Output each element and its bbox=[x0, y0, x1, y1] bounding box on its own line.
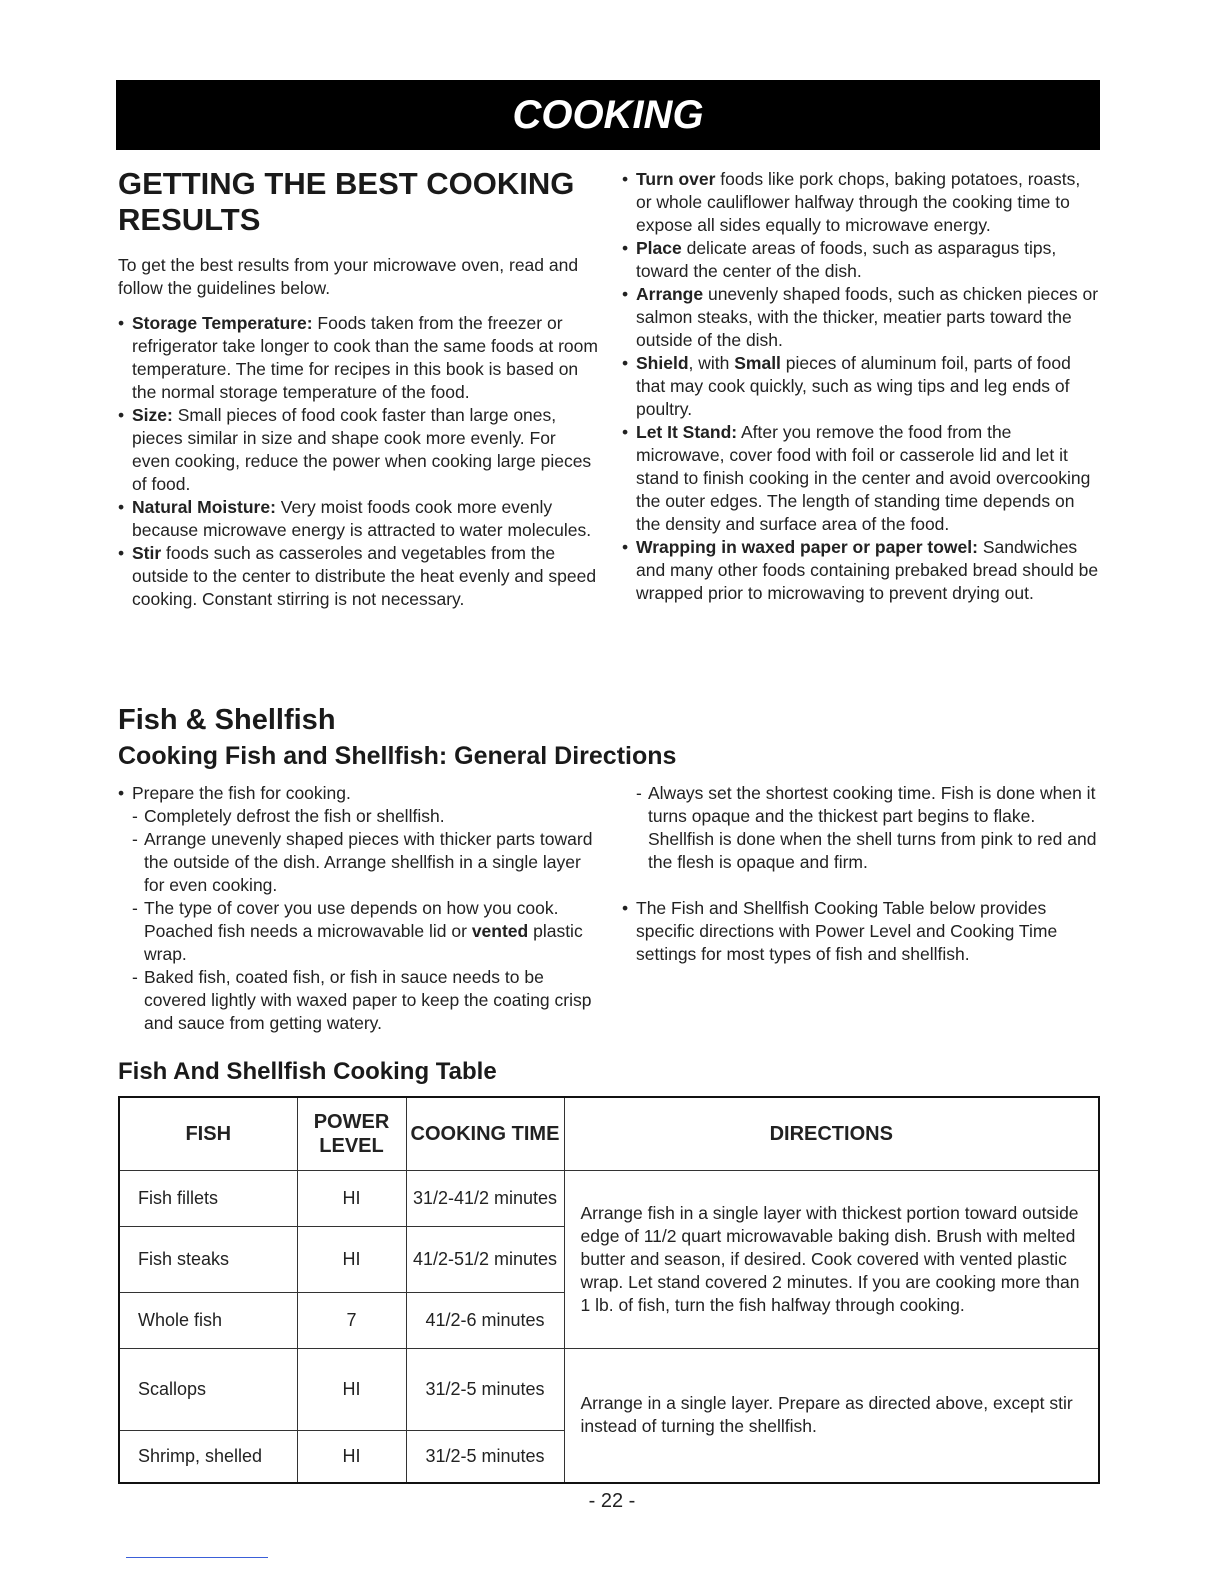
list-item: - Baked fish, coated fish, or fish in sauce needs to be covered lightly with waxed paper to keep the coating crisp and sauce from getting watery. bbox=[118, 966, 598, 1035]
list-item: • Natural Moisture: Very moist foods cook more evenly because microwave energy is attracted to water molecules. bbox=[118, 496, 598, 542]
list-item: • Stir foods such as casseroles and vegetables from the outside to the center to distribute the heat evenly and speed cooking. Constant stirring is not necessary. bbox=[118, 542, 598, 611]
cell-directions-shellfish: Arrange in a single layer. Prepare as directed above, except stir instead of turning the shellfish. bbox=[564, 1349, 1099, 1483]
cooking-table-title: Fish And Shellfish Cooking Table bbox=[118, 1058, 497, 1085]
cell-fish: Whole fish bbox=[119, 1293, 297, 1349]
cell-time: 31/2-5 minutes bbox=[406, 1349, 564, 1431]
best-results-intro: To get the best results from your microwave oven, read and follow the guidelines below. bbox=[118, 255, 579, 298]
cell-fish: Fish steaks bbox=[119, 1227, 297, 1293]
cell-power: HI bbox=[297, 1431, 406, 1483]
fish-section-title: Fish & Shellfish bbox=[118, 704, 336, 736]
list-item: • Prepare the fish for cooking. bbox=[118, 782, 598, 805]
cell-directions-fish: Arrange fish in a single layer with thickest portion toward outside edge of 11/2 quart microwavable baking dish. Brush with melted butter and season, if desired. Cook covered with vented plastic wrap. Let stand covered 2 minutes. If you are cooking more than 1 lb. of fish, turn the fish halfway through cooking. bbox=[564, 1171, 1099, 1349]
best-results-right-list bbox=[622, 168, 1100, 605]
list-item: • The Fish and Shellfish Cooking Table below provides specific directions with Power Level and Cooking Time settings for most types of fish and shellfish. bbox=[622, 897, 1100, 966]
fish-directions-subtitle: Cooking Fish and Shellfish: General Directions bbox=[118, 742, 677, 770]
cell-fish: Fish fillets bbox=[119, 1171, 297, 1227]
list-item: - Always set the shortest cooking time. Fish is done when it turns opaque and the thickest part begins to flake. Shellfish is done when the shell turns from pink to red and the flesh is opaque and firm. bbox=[622, 782, 1100, 874]
cell-power: HI bbox=[297, 1171, 406, 1227]
divider-line bbox=[126, 1557, 268, 1558]
list-item: • Storage Temperature: Foods taken from the freezer or refrigerator take longer to cook than the same foods at room temperature. The time for recipes in this book is based on the normal storage temperature of the food. bbox=[118, 312, 598, 404]
cell-time: 41/2-6 minutes bbox=[406, 1293, 564, 1349]
page-number: - 22 - bbox=[588, 1490, 636, 1512]
cell-power: 7 bbox=[297, 1293, 406, 1349]
cell-time: 41/2-51/2 minutes bbox=[406, 1227, 564, 1293]
fish-directions-right bbox=[622, 782, 1100, 966]
list-item: - Completely defrost the fish or shellfish. bbox=[118, 805, 598, 828]
list-item: • Arrange unevenly shaped foods, such as chicken pieces or salmon steaks, with the thicker, meatier parts toward the outside of the dish. bbox=[622, 283, 1100, 352]
header-power-level: POWER LEVEL bbox=[297, 1097, 406, 1171]
header-directions: DIRECTIONS bbox=[564, 1097, 1099, 1171]
list-item: • Turn over foods like pork chops, baking potatoes, roasts, or whole cauliflower halfway through the cooking time to expose all sides equally to microwave energy. bbox=[622, 168, 1100, 237]
table-row bbox=[119, 1171, 1099, 1227]
table-header-row bbox=[119, 1097, 1099, 1171]
cell-power: HI bbox=[297, 1227, 406, 1293]
cell-power: HI bbox=[297, 1349, 406, 1431]
list-item: • Shield, with Small pieces of aluminum foil, parts of food that may cook quickly, such as wing tips and leg ends of poultry. bbox=[622, 352, 1100, 421]
best-results-left-list bbox=[118, 312, 598, 611]
fish-cooking-table bbox=[118, 1096, 1100, 1484]
fish-directions-left bbox=[118, 782, 598, 1035]
list-item: • Place delicate areas of foods, such as asparagus tips, toward the center of the dish. bbox=[622, 237, 1100, 283]
header-fish: FISH bbox=[119, 1097, 297, 1171]
cell-fish: Shrimp, shelled bbox=[119, 1431, 297, 1483]
cell-fish: Scallops bbox=[119, 1349, 297, 1431]
best-results-title: GETTING THE BEST COOKING RESULTS bbox=[118, 166, 575, 237]
header-cooking-time: COOKING TIME bbox=[406, 1097, 564, 1171]
list-item: - The type of cover you use depends on how you cook. Poached fish needs a microwavable lid or vented plastic wrap. bbox=[118, 897, 598, 966]
list-item: • Size: Small pieces of food cook faster than large ones, pieces similar in size and shape cook more evenly. For even cooking, reduce the power when cooking large pieces of food. bbox=[118, 404, 598, 496]
list-item: • Let It Stand: After you remove the food from the microwave, cover food with foil or casserole lid and let it stand to finish cooking in the center and avoid overcooking the outer edges. The length of standing time depends on the density and surface area of the food. bbox=[622, 421, 1100, 536]
cell-time: 31/2-5 minutes bbox=[406, 1431, 564, 1483]
cell-time: 31/2-41/2 minutes bbox=[406, 1171, 564, 1227]
list-item: • Wrapping in waxed paper or paper towel: Sandwiches and many other foods containing prebaked bread should be wrapped prior to microwaving to prevent drying out. bbox=[622, 536, 1100, 605]
table-row bbox=[119, 1349, 1099, 1431]
list-item: - Arrange unevenly shaped pieces with thicker parts toward the outside of the dish. Arrange shellfish in a single layer for even cooking. bbox=[118, 828, 598, 897]
section-banner: COOKING bbox=[116, 80, 1100, 150]
